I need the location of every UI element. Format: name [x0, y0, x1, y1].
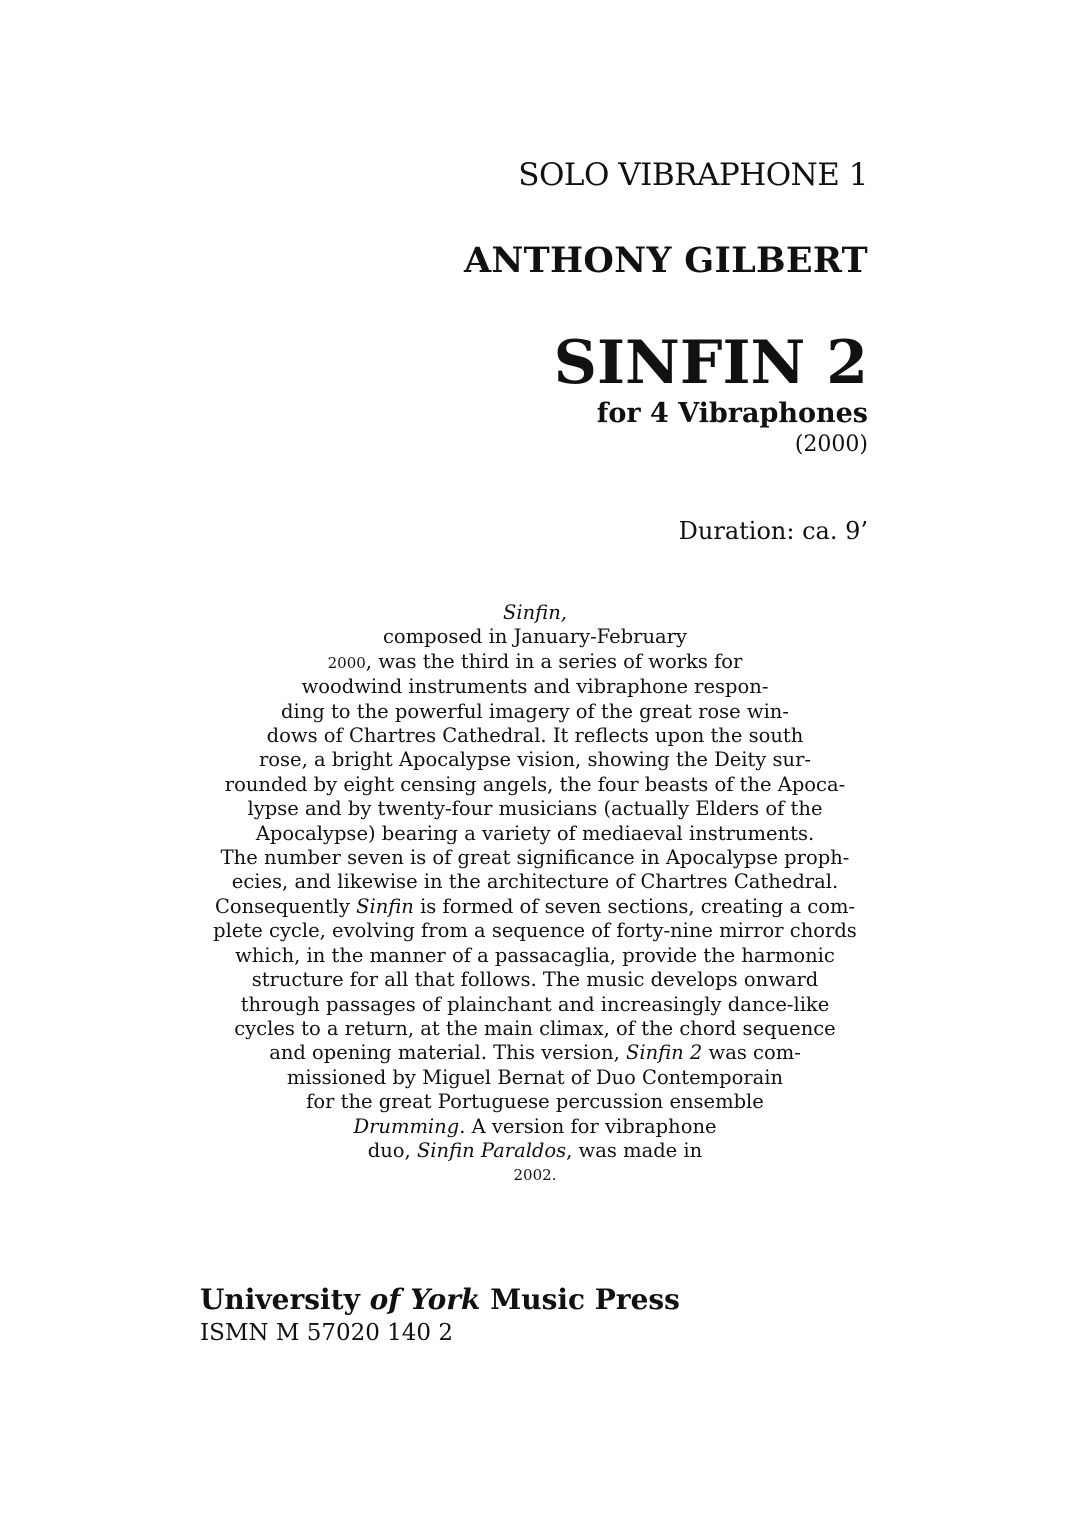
notes-line: 2002. — [513, 1166, 557, 1185]
notes-line: through passages of plainchant and increasingly dance-like — [240, 992, 830, 1016]
notes-line: rounded by eight censing angels, the four beasts of the Apoca- — [224, 772, 846, 796]
part-name: SOLO VIBRAPHONE 1 — [518, 157, 868, 193]
notes-text: was com- — [702, 1041, 801, 1065]
notes-text: duo, — [367, 1138, 417, 1162]
notes-text: . A version for vibraphone — [459, 1114, 717, 1138]
notes-line: which, in the manner of a passacaglia, provide the harmonic — [235, 943, 835, 967]
ensemble-name-italic: Drumming — [353, 1114, 460, 1138]
work-title-italic: Sinfin — [356, 894, 414, 918]
notes-line: for the great Portuguese percussion ensemble — [306, 1090, 764, 1114]
notes-line: rose, a bright Apocalypse vision, showing the Deity sur- — [258, 748, 812, 772]
notes-line — [195, 1115, 875, 1139]
composer-name: ANTHONY GILBERT — [463, 240, 868, 281]
work-title-italic: Sinfin Paraldos — [416, 1138, 567, 1162]
publisher-text-italic: of York — [369, 1283, 481, 1316]
work-title-italic: Sinfin, — [503, 601, 567, 624]
publisher-text: University — [200, 1283, 370, 1316]
duration: Duration: ca. 9’ — [678, 517, 868, 545]
notes-line — [195, 601, 875, 625]
notes-text: and opening material. This version, — [269, 1041, 626, 1065]
work-title-italic: Sinfin 2 — [626, 1041, 703, 1065]
composition-year: (2000) — [794, 432, 868, 457]
program-notes — [195, 601, 875, 1188]
notes-line: missioned by Miguel Bernat of Duo Contemporain — [286, 1065, 784, 1089]
publisher-name — [200, 1283, 680, 1316]
notes-line: ding to the powerful imagery of the great rose win- — [281, 699, 789, 723]
publisher-text: Music Press — [480, 1283, 680, 1316]
notes-line: woodwind instruments and vibraphone respon- — [301, 675, 769, 699]
notes-line: dows of Chartres Cathedral. It reflects upon the south — [266, 724, 804, 748]
notes-text: , was made in — [566, 1138, 703, 1162]
notes-line: Apocalypse) bearing a variety of mediaeval instruments. — [255, 821, 815, 845]
notes-line — [195, 895, 875, 919]
notes-line: composed in January-February — [382, 625, 688, 649]
notes-line: structure for all that follows. The music develops onward — [251, 968, 819, 992]
notes-text: , was the third in a series of works for — [365, 649, 743, 673]
notes-line — [195, 1139, 875, 1163]
notes-text: is formed of seven sections, creating a com- — [413, 894, 856, 918]
notes-line: cycles to a return, at the main climax, of the chord sequence — [234, 1016, 836, 1040]
notes-line — [195, 1041, 875, 1065]
notes-line: ecies, and likewise in the architecture of Chartres Cathedral. — [231, 870, 839, 894]
notes-line: plete cycle, evolving from a sequence of forty-nine mirror chords — [213, 919, 857, 943]
notes-text: Consequently — [214, 894, 357, 918]
notes-line — [195, 650, 875, 675]
notes-line: lypse and by twenty-four musicians (actually Elders of the — [247, 797, 823, 821]
work-title: SINFIN 2 — [553, 328, 868, 398]
year-number: 2000 — [327, 653, 366, 672]
notes-line: The number seven is of great significance in Apocalypse proph- — [220, 846, 850, 870]
ismn-number: ISMN M 57020 140 2 — [200, 1320, 454, 1346]
work-subtitle: for 4 Vibraphones — [596, 398, 868, 429]
